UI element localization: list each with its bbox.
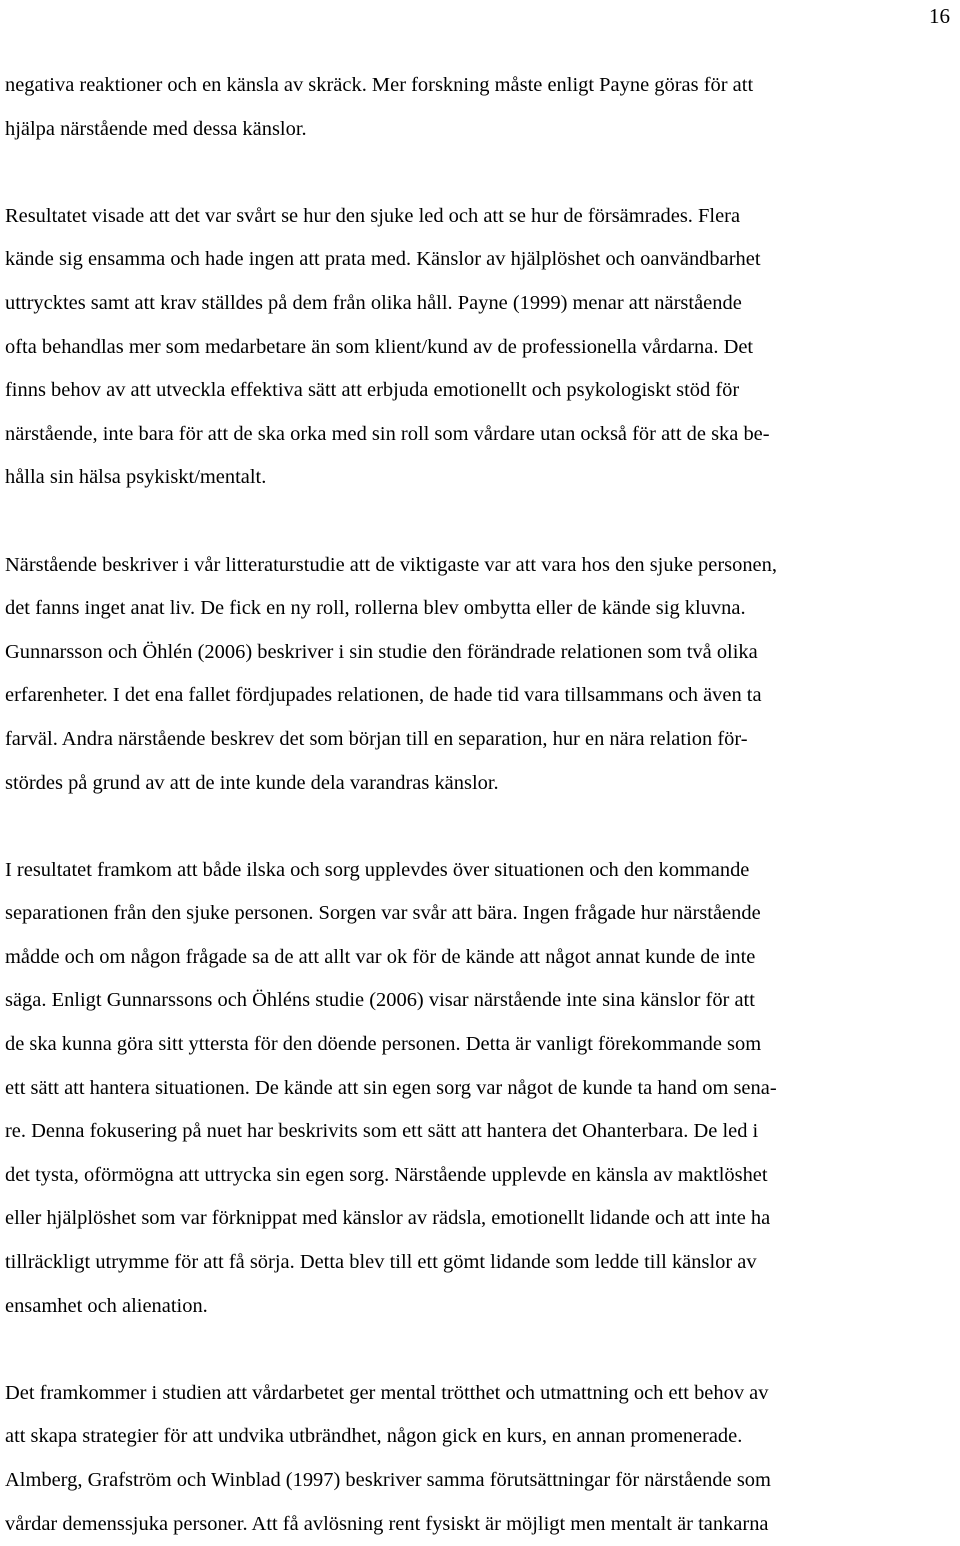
text-line: hålla sin hälsa psykiskt/mentalt.: [5, 466, 267, 489]
text-line: närstående, inte bara för att de ska orka med sin roll som vårdare utan också för att de ska be-: [5, 422, 770, 445]
text-line: I resultatet framkom att både ilska och sorg upplevdes över situationen och den kommande: [5, 858, 750, 881]
text-line: Almberg, Grafström och Winblad (1997) beskriver samma förutsättningar för närstående som: [5, 1469, 771, 1491]
paragraph: [5, 849, 957, 1329]
text-line: det tysta, oförmögna att uttrycka sin egen sorg. Närstående upplevde en känsla av maktlöshet: [5, 1163, 768, 1186]
paragraph: [5, 195, 957, 500]
text-line: ett sätt att hantera situationen. De kände att sin egen sorg var något de kunde ta hand om sena-: [5, 1076, 777, 1099]
text-line: finns behov av att utveckla effektiva sätt att erbjuda emotionellt och psykologiskt stöd för: [5, 379, 740, 402]
text-line: Det framkommer i studien att vårdarbetet ger mental trötthet och utmattning och ett behov av: [5, 1381, 769, 1404]
text-line: erfarenheter. I det ena fallet fördjupades relationen, de hade tid vara tillsammans och även ta: [5, 684, 762, 707]
text-line: kände sig ensamma och hade ingen att prata med. Känslor av hjälplöshet och oanvändbarhet: [5, 248, 761, 271]
text-line: säga. Enligt Gunnarssons och Öhléns studie (2006) visar närstående inte sina känslor för att: [5, 989, 755, 1012]
text-line: det fanns inget anat liv. De fick en ny roll, rollerna blev ombytta eller de kände sig kluvna.: [5, 597, 746, 620]
text-line: eller hjälplöshet som var förknippat med känslor av rädsla, emotionellt lidande och att inte ha: [5, 1207, 771, 1230]
text-line: Gunnarsson och Öhlén (2006) beskriver i sin studie den förändrade relationen som två olika: [5, 640, 758, 663]
text-line: tillräckligt utrymme för att få sörja. Detta blev till ett gömt lidande som ledde till känslor av: [5, 1251, 757, 1274]
text-line: de ska kunna göra sitt yttersta för den döende personen. Detta är vanligt förekommande som: [5, 1033, 762, 1056]
text-line: negativa reaktioner och en känsla av skräck. Mer forskning måste enligt Payne göras för att: [5, 74, 754, 96]
paragraph-gap: [5, 500, 957, 544]
text-line: ofta behandlas mer som medarbetare än som klient/kund av de professionella vårdarna. Det: [5, 335, 754, 358]
paragraph: [5, 64, 957, 151]
text-line: separationen från den sjuke personen. Sorgen var svår att bära. Ingen frågade hur närstående: [5, 902, 761, 925]
body-text: [5, 64, 957, 1546]
text-line: ensamhet och alienation.: [5, 1294, 208, 1317]
paragraph-gap: [5, 1328, 957, 1372]
paragraph-gap: [5, 805, 957, 849]
text-line: Närstående beskriver i vår litteraturstudie att de viktigaste var att vara hos den sjuke personen,: [5, 553, 777, 576]
text-line: att skapa strategier för att undvika utbrändhet, någon gick en kurs, en annan promenerade.: [5, 1425, 743, 1448]
text-line: re. Denna fokusering på nuet har beskrivits som ett sätt att hantera det Ohanterbara. De led i: [5, 1120, 759, 1143]
text-line: mådde och om någon frågade sa de att allt var ok för de kände att något annat kunde de inte: [5, 945, 756, 968]
text-line: Resultatet visade att det var svårt se hur den sjuke led och att se hur de försämrades. Flera: [5, 204, 741, 227]
text-line: hjälpa närstående med dessa känslor.: [5, 117, 307, 140]
text-line: uttrycktes samt att krav ställdes på dem från olika håll. Payne (1999) menar att närstående: [5, 291, 742, 314]
paragraph: [5, 544, 957, 806]
text-line: farväl. Andra närstående beskrev det som början till en separation, hur en nära relation för-: [5, 727, 748, 750]
paragraph-gap: [5, 151, 957, 195]
page-number: 16: [929, 4, 950, 28]
text-line: vårdar demenssjuka personer. Att få avlösning rent fysiskt är möjligt men mentalt är tankarna: [5, 1512, 769, 1535]
text-line: stördes på grund av att de inte kunde dela varandras känslor.: [5, 771, 499, 794]
paragraph: [5, 1372, 957, 1546]
